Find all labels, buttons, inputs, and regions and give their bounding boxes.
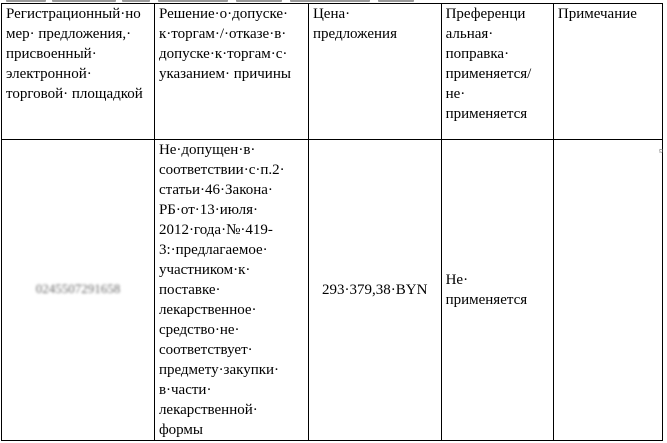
row-end-mark: ¤	[659, 146, 664, 156]
header-price	[308, 4, 441, 140]
price-value: 293·379,38·BYN	[322, 282, 428, 298]
table-header-row	[2, 4, 663, 140]
registration-number-value: 0245507291658	[35, 281, 121, 296]
cell-preference	[441, 140, 553, 441]
header-note-label: Примечание	[557, 6, 637, 22]
header-decision	[154, 4, 308, 140]
decision-value: Не·допущен·в· соответствии·с·п.2· статьи·46·Закона· РБ·от·13·июля· 2012·года·№·419- 3:·предлагаемое· участником·к· поставке· лекарственное· средство·не· соответствует· предмету·закупки· в·части· лекарственной· формы	[158, 142, 285, 438]
cell-decision	[154, 140, 308, 441]
header-decision-label: Решение·о·допуске· к·торгам·/·отказе·в· допуске·к·торгам·с· указанием· причины	[158, 6, 291, 82]
cell-note	[553, 140, 662, 441]
bids-table	[1, 3, 663, 441]
header-price-label: Цена· предложения	[312, 6, 397, 42]
cell-registration-number	[2, 140, 155, 441]
table-row	[2, 140, 663, 441]
preference-value: Не· применяется	[445, 272, 528, 308]
header-note	[553, 4, 662, 140]
header-registration-number	[2, 4, 155, 140]
header-preference-label: Преференци альная· поправка· применяется/ не· применяется	[445, 6, 532, 122]
header-registration-number-label: Регистрационный·номер· предложения,· присвоенный· электронной· торговой· площадкой	[6, 6, 143, 102]
cell-price	[308, 140, 441, 441]
header-preference	[441, 4, 553, 140]
